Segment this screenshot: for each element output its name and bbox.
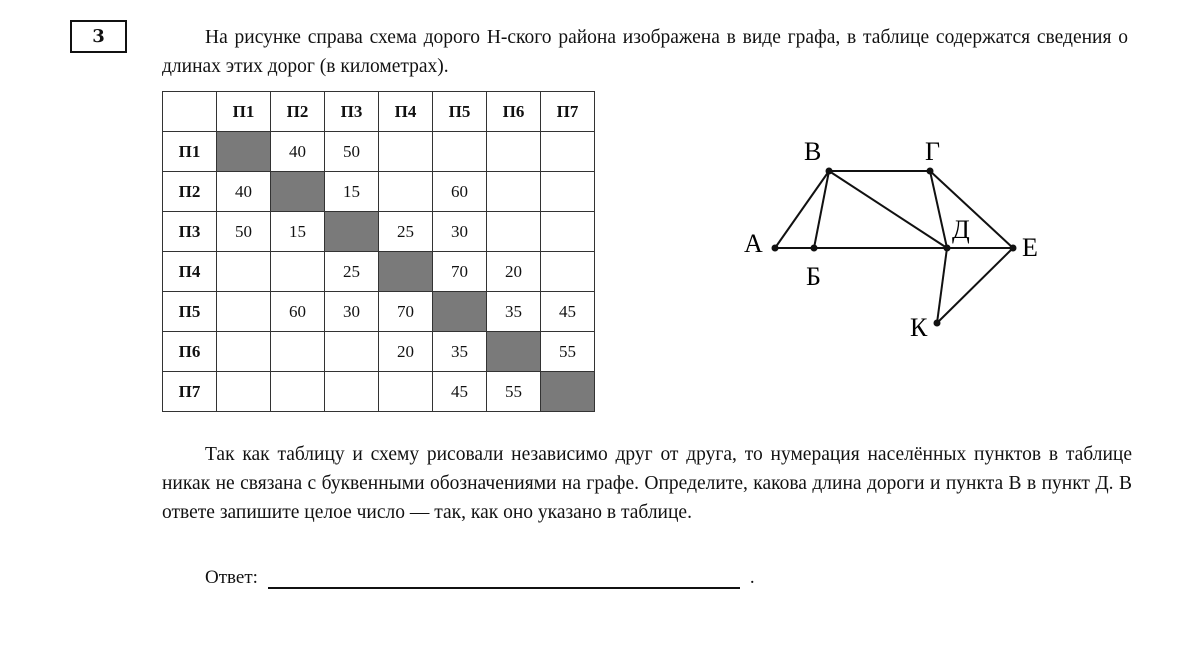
graph-node-label: Е: [1022, 233, 1038, 262]
graph-node-label: Б: [806, 262, 821, 291]
table-cell: 50: [325, 132, 379, 172]
graph-node-label: А: [744, 229, 763, 258]
table-cell: 20: [379, 332, 433, 372]
row-header: П4: [163, 252, 217, 292]
column-header: П6: [487, 92, 541, 132]
row-header: П6: [163, 332, 217, 372]
column-header: П7: [541, 92, 595, 132]
column-header: П4: [379, 92, 433, 132]
table-cell: 60: [271, 292, 325, 332]
task-number: 3: [92, 26, 105, 47]
column-header: П5: [433, 92, 487, 132]
table-cell: 60: [433, 172, 487, 212]
column-header: П1: [217, 92, 271, 132]
table-cell: 25: [379, 212, 433, 252]
graph-node: [811, 245, 818, 252]
table-cell: 45: [433, 372, 487, 412]
table-cell: 55: [487, 372, 541, 412]
row-header: П2: [163, 172, 217, 212]
table-cell: 15: [325, 172, 379, 212]
answer-end-dot: .: [749, 567, 755, 588]
graph-node: [826, 168, 833, 175]
table-cell: 20: [487, 252, 541, 292]
table-cell: 50: [217, 212, 271, 252]
table-cell: 40: [217, 172, 271, 212]
table-cell: 35: [433, 332, 487, 372]
graph-node: [944, 245, 951, 252]
table-cell: 15: [271, 212, 325, 252]
answer-input-line[interactable]: [268, 569, 740, 589]
graph-edge: [930, 171, 1013, 248]
graph-node-label: К: [910, 313, 928, 342]
answer-label: Ответ:: [205, 567, 258, 588]
row-header: П5: [163, 292, 217, 332]
table-cell: 35: [487, 292, 541, 332]
graph-node-label: Д: [952, 215, 970, 244]
row-header: П1: [163, 132, 217, 172]
table-cell: 40: [271, 132, 325, 172]
graph-edge: [937, 248, 947, 323]
table-cell: 30: [433, 212, 487, 252]
graph-node-label: Г: [925, 137, 941, 166]
table-cell: 55: [541, 332, 595, 372]
graph-edge: [930, 171, 947, 248]
graph-node: [772, 245, 779, 252]
answer-row: [205, 567, 755, 589]
graph-node: [934, 320, 941, 327]
graph-node: [927, 168, 934, 175]
graph-edge: [829, 171, 947, 248]
row-header: П7: [163, 372, 217, 412]
column-header: П3: [325, 92, 379, 132]
table-cell: 30: [325, 292, 379, 332]
table-cell: 25: [325, 252, 379, 292]
column-header: П2: [271, 92, 325, 132]
graph-node-label: В: [804, 137, 822, 166]
task-intro-text: На рисунке справа схема дорого Н-ского района изображена в виде графа, в таблице содержатся сведения о длинах этих дорог (в километрах).: [162, 27, 1128, 77]
table-cell: 70: [433, 252, 487, 292]
graph-node: [1010, 245, 1017, 252]
task-question-text: Так как таблицу и схему рисовали независимо друг от друга, то нумерация населённых пунктов в таблице никак не связана с буквенными обозначениями на графе. Определите, какова длина дороги и пункта В в пункт Д. В ответе запишите целое число — так, как оно указано в таблице.: [162, 444, 1132, 523]
table-cell: 70: [379, 292, 433, 332]
graph-edge: [937, 248, 1013, 323]
table-cell: 45: [541, 292, 595, 332]
row-header: П3: [163, 212, 217, 252]
